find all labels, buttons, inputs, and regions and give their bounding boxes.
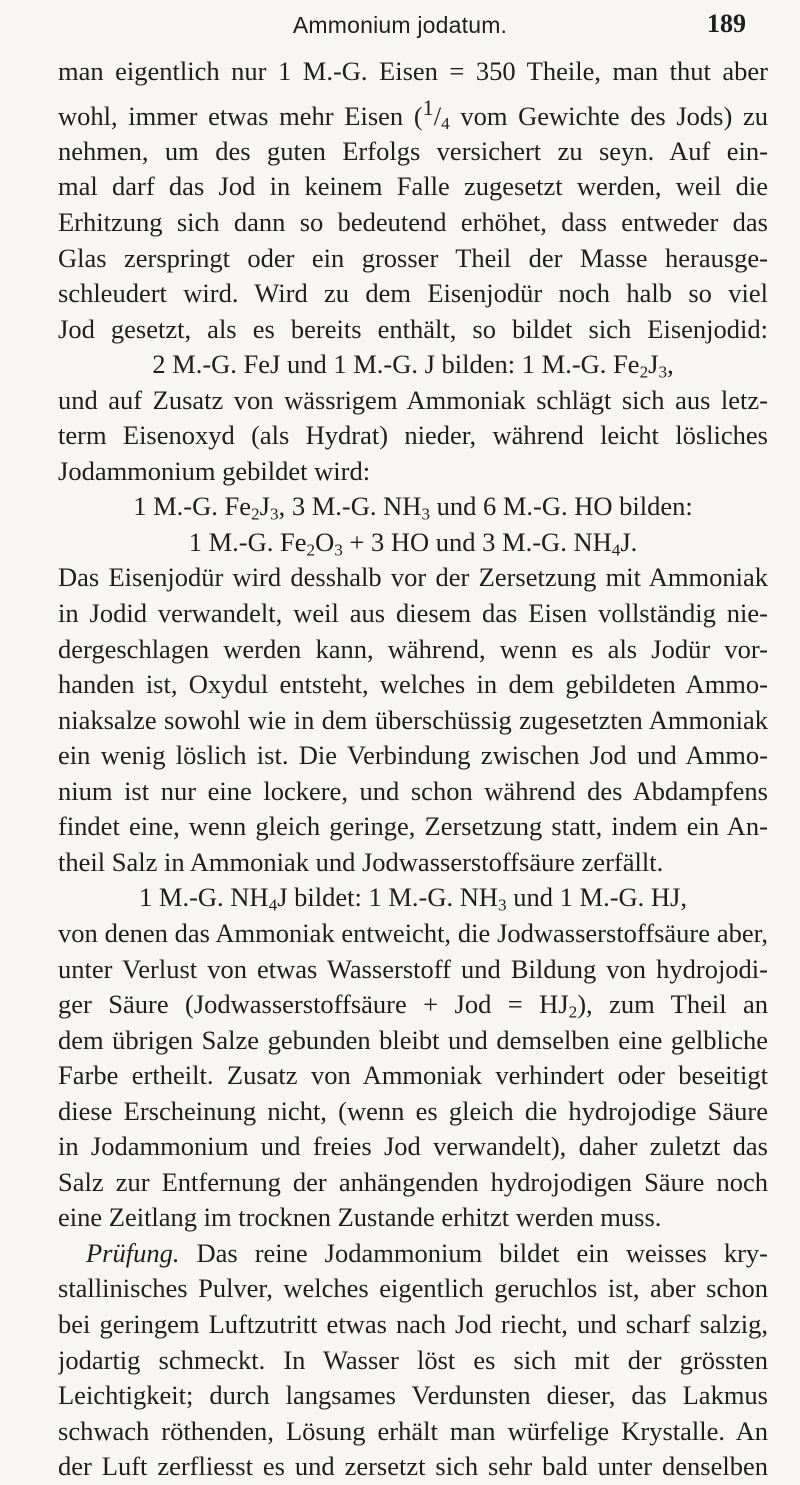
text-line: ger Säure (Jodwasserstoffsäure + Jod = $HJ_2$), zum Theil an bbox=[58, 989, 768, 1022]
page-number: 189 bbox=[707, 9, 746, 38]
text-line: Erhitzung sich dann so bedeutend erhöhet, dass entweder das bbox=[58, 207, 768, 238]
text-line: Glas zerspringt oder ein grosser Theil der Masse herausge- bbox=[58, 242, 768, 273]
text-line: Salz zur Entfernung der anhängenden hydrojodigen Säure noch bbox=[58, 1166, 768, 1197]
text-line: nium ist nur eine lockere, und schon während des Abdampfens bbox=[58, 775, 768, 806]
text-line: 2 M.-G. FeJ und 1 M.-G. J bilden: 1 M.-G. $Fe_2J_3$, bbox=[152, 349, 674, 382]
text-line: von denen das Ammoniak entweicht, die Jodwasserstoffsäure aber, bbox=[58, 917, 768, 948]
text-line: jodartig schmeckt. In Wasser löst es sich mit der grössten bbox=[58, 1344, 768, 1375]
text-line: der Luft zerfliesst es und zersetzt sich sehr bald unter denselben bbox=[58, 1451, 768, 1482]
text-line: findet eine, wenn gleich geringe, Zersetzung statt, indem ein An- bbox=[58, 811, 768, 842]
page-header bbox=[0, 6, 800, 42]
text-line: dem übrigen Salze gebunden bleibt und demselben eine gelbliche bbox=[58, 1024, 768, 1055]
text-line: in Jodid verwandelt, weil aus diesem das Eisen vollständig nie- bbox=[58, 598, 768, 629]
text-line: nehmen, um des guten Erfolgs versichert zu seyn. Auf ein- bbox=[58, 135, 768, 166]
text-line: Leichtigkeit; durch langsames Verdunsten dieser, das Lakmus bbox=[58, 1380, 768, 1411]
text-line: schleudert wird. Wird zu dem Eisenjodür noch halb so viel bbox=[58, 278, 768, 309]
text-line: 1 M.-G. $Fe_2J_3$, 3 M.-G. $NH_3$ und 6 M.-G. HO bilden: bbox=[133, 491, 693, 524]
text-line: 1 M.-G. $NH_4J$ bildet: 1 M.-G. $NH_3$ und 1 M.-G. HJ, bbox=[139, 882, 687, 915]
text-line: eine Zeitlang im trocknen Zustande erhitzt werden muss. bbox=[58, 1202, 662, 1233]
text-line: term Eisenoxyd (als Hydrat) nieder, während leicht lösliches bbox=[58, 420, 768, 451]
text-line: stallinisches Pulver, welches eigentlich geruchlos ist, aber schon bbox=[58, 1273, 768, 1304]
running-head: Ammonium jodatum. bbox=[292, 12, 508, 38]
text-line: Farbe ertheilt. Zusatz von Ammoniak verhindert oder beseitigt bbox=[58, 1060, 768, 1091]
text-line: und auf Zusatz von wässrigem Ammoniak schlägt sich aus letz- bbox=[58, 384, 768, 415]
text-line: Jodammonium gebildet wird: bbox=[58, 455, 371, 486]
text-line: in Jodammonium und freies Jod verwandelt), daher zuletzt das bbox=[58, 1131, 768, 1162]
body-text bbox=[58, 54, 768, 1485]
text-line: unter Verlust von etwas Wasserstoff und Bildung von hydrojodi- bbox=[58, 953, 768, 984]
text-line: handen ist, Oxydul entsteht, welches in dem gebildeten Ammo- bbox=[58, 669, 768, 700]
text-line: bei geringem Luftzutritt etwas nach Jod riecht, und scharf salzig, bbox=[58, 1308, 768, 1339]
text-line: man eigentlich nur 1 M.-G. Eisen = 350 Theile, man thut aber bbox=[58, 56, 768, 86]
text-line: schwach röthenden, Lösung erhält man würfelige Krystalle. An bbox=[58, 1415, 768, 1446]
text-line: 1 M.-G. $Fe_2O_3 + 3$ HO und 3 M.-G. $NH_4J$. bbox=[188, 526, 638, 560]
text-line: niaksalze sowohl wie in dem überschüssig zugesetzten Ammoniak bbox=[58, 704, 768, 735]
text-line: diese Erscheinung nicht, (wenn es gleich die hydrojodige Säure bbox=[58, 1095, 768, 1126]
text-line: wohl, immer etwas mehr Eisen ($^1/_4$ vom Gewichte des Jods) zu bbox=[58, 94, 768, 133]
text-line: dergeschlagen werden kann, während, wenn es als Jodür vor- bbox=[58, 633, 768, 664]
text-line: theil Salz in Ammoniak und Jodwasserstoffsäure zerfällt. bbox=[58, 846, 664, 877]
section-heading-line: Prüfung. Das reine Jodammonium bildet ein weisses kry- bbox=[86, 1237, 768, 1268]
text-line: Jod gesetzt, als es bereits enthält, so bildet sich Eisenjodid: bbox=[58, 313, 768, 344]
text-line: mal darf das Jod in keinem Falle zugesetzt werden, weil die bbox=[58, 171, 768, 202]
text-line: ein wenig löslich ist. Die Verbindung zwischen Jod und Ammo- bbox=[58, 740, 768, 771]
text-line: Das Eisenjodür wird desshalb vor der Zersetzung mit Ammoniak bbox=[58, 562, 768, 593]
